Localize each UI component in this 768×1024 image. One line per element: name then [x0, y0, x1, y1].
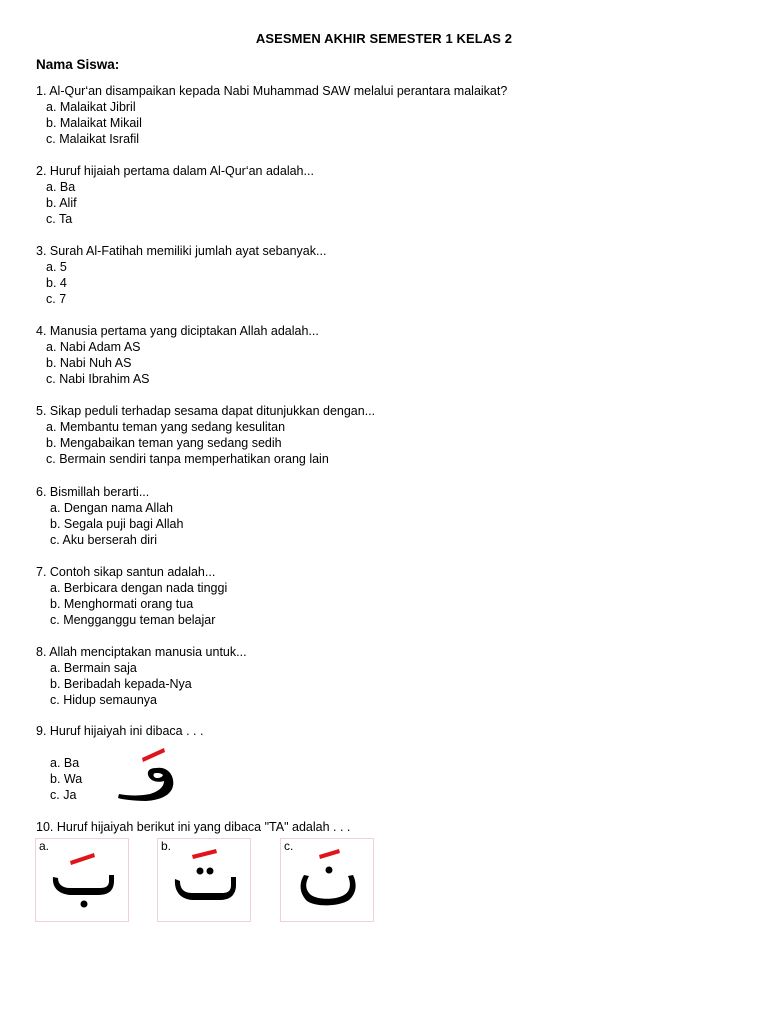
- question-7: 7. Contoh sikap santun adalah...: [36, 565, 216, 579]
- option-7a: a. Berbicara dengan nada tinggi: [50, 581, 228, 595]
- option-4c: c. Nabi Ibrahim AS: [46, 372, 150, 386]
- answer-label-c: c.: [284, 839, 294, 853]
- question-4: 4. Manusia pertama yang diciptakan Allah adalah...: [36, 324, 319, 338]
- question-8: 8. Allah menciptakan manusia untuk...: [36, 645, 247, 659]
- question-6: 6. Bismillah berarti...: [36, 485, 150, 499]
- hijaiyah-ta-glyph: [170, 849, 240, 911]
- option-5a: a. Membantu teman yang sedang kesulitan: [46, 420, 286, 434]
- option-8c: c. Hidup semaunya: [50, 693, 158, 707]
- answer-label-a: a.: [39, 839, 50, 853]
- option-5b: b. Mengabaikan teman yang sedang sedih: [46, 436, 282, 450]
- option-9a: a. Ba: [50, 756, 80, 770]
- hijaiyah-na-glyph: [293, 849, 363, 913]
- question-1: 1. Al-Qur‘an disampaikan kepada Nabi Muhammad SAW melalui perantara malaikat?: [36, 84, 508, 98]
- option-7b: b. Menghormati orang tua: [50, 597, 194, 611]
- page-title: ASESMEN AKHIR SEMESTER 1 KELAS 2: [255, 31, 513, 46]
- fathah-mark: [319, 849, 340, 859]
- option-2b: b. Alif: [46, 196, 77, 210]
- hijaiyah-ba-glyph: [48, 851, 118, 911]
- question-3: 3. Surah Al-Fatihah memiliki jumlah ayat sebanyak...: [36, 244, 327, 258]
- answer-box-c: [280, 838, 374, 922]
- student-name-label: Nama Siswa:: [36, 57, 120, 72]
- wa-letter-shape: [118, 768, 173, 801]
- ta-dot-right: [207, 868, 214, 875]
- question-2: 2. Huruf hijaiah pertama dalam Al-Qur‘an adalah...: [36, 164, 314, 178]
- ba-letter-shape: [53, 875, 114, 895]
- option-8b: b. Beribadah kepada-Nya: [50, 677, 192, 691]
- answer-box-a: [35, 838, 129, 922]
- option-3b: b. 4: [46, 276, 67, 290]
- answer-box-b: [157, 838, 251, 922]
- option-8a: a. Bermain saja: [50, 661, 137, 675]
- option-2a: a. Ba: [46, 180, 76, 194]
- na-letter-shape: [301, 875, 356, 905]
- ba-dot: [81, 901, 88, 908]
- ta-dot-left: [197, 868, 204, 875]
- option-9c: c. Ja: [50, 788, 77, 802]
- fathah-mark: [192, 849, 217, 859]
- option-9b: b. Wa: [50, 772, 83, 786]
- option-1c: c. Malaikat Israfil: [46, 132, 140, 146]
- option-7c: c. Mengganggu teman belajar: [50, 613, 216, 627]
- option-6b: b. Segala puji bagi Allah: [50, 517, 184, 531]
- answer-label-b: b.: [161, 839, 172, 853]
- option-1b: b. Malaikat Mikail: [46, 116, 142, 130]
- option-6a: a. Dengan nama Allah: [50, 501, 174, 515]
- question-5: 5. Sikap peduli terhadap sesama dapat ditunjukkan dengan...: [36, 404, 376, 418]
- option-4a: a. Nabi Adam AS: [46, 340, 141, 354]
- na-dot: [326, 867, 333, 874]
- question-9: 9. Huruf hijaiyah ini dibaca . . .: [36, 724, 204, 738]
- hijaiyah-wa-glyph: [112, 742, 182, 804]
- option-1a: a. Malaikat Jibril: [46, 100, 136, 114]
- fathah-mark: [70, 853, 95, 865]
- option-3a: a. 5: [46, 260, 67, 274]
- ta-letter-shape: [175, 877, 236, 900]
- option-5c: c. Bermain sendiri tanpa memperhatikan orang lain: [46, 452, 329, 466]
- option-3c: c. 7: [46, 292, 67, 306]
- fathah-mark: [142, 748, 165, 762]
- option-2c: c. Ta: [46, 212, 73, 226]
- option-6c: c. Aku berserah diri: [50, 533, 157, 547]
- option-4b: b. Nabi Nuh AS: [46, 356, 132, 370]
- question-10: 10. Huruf hijaiyah berikut ini yang dibaca "TA" adalah . . .: [36, 820, 351, 834]
